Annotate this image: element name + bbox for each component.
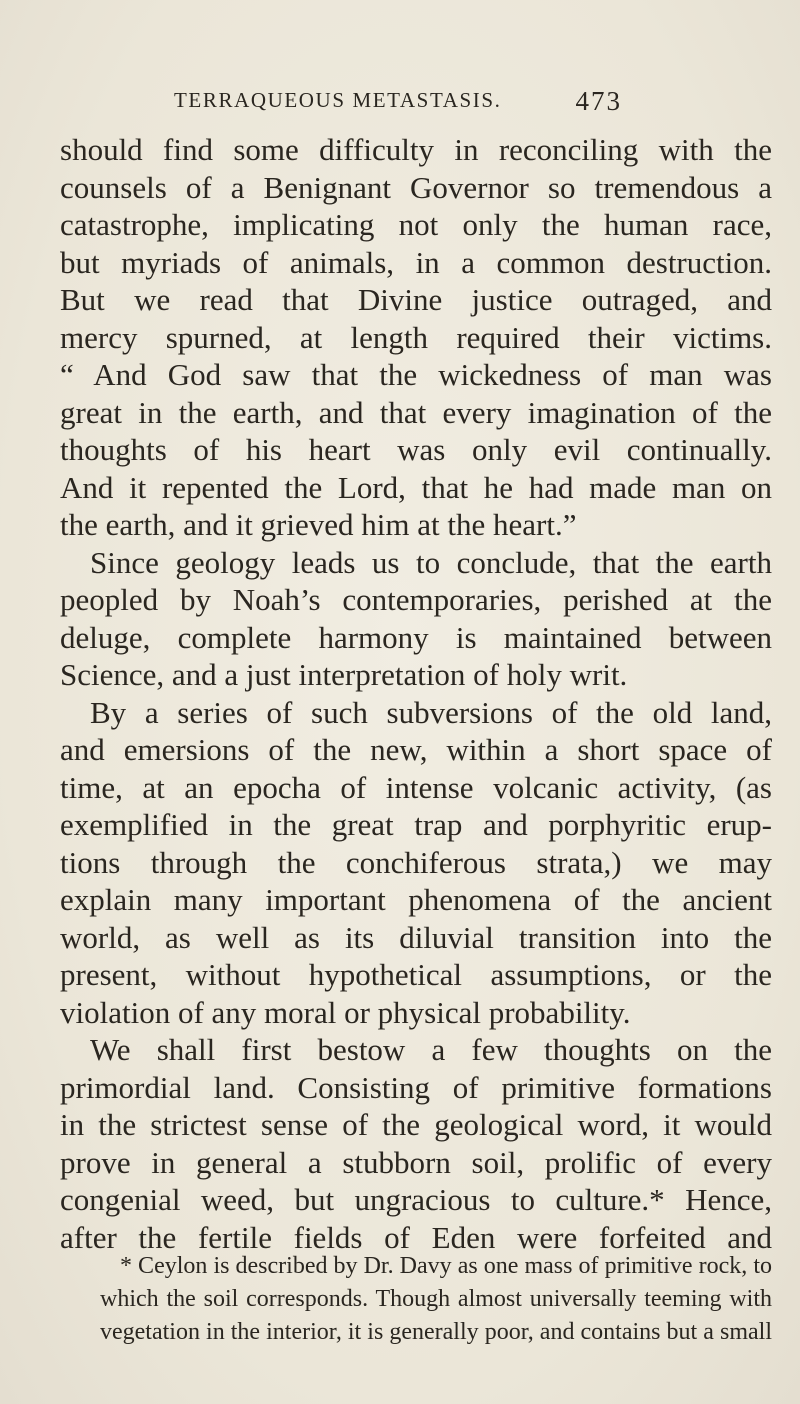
text-line: exemplified in the great trap and porphyritic erup-: [60, 807, 772, 842]
body-text: [60, 131, 772, 1256]
page-number: 473: [575, 86, 622, 116]
text-line: should find some difficulty in reconciling with the: [60, 132, 772, 167]
text-line: By a series of such subversions of the old land,: [90, 694, 772, 730]
text-line: tions through the conchiferous strata,) we may: [60, 844, 772, 880]
text-line: and emersions of the new, within a short space of: [60, 732, 772, 767]
text-line: deluge, complete harmony is maintained between: [60, 619, 772, 655]
footnote-line: * Ceylon is described by Dr. Davy as one mass of primitive rock, to: [120, 1253, 772, 1279]
text-line: after the fertile fields of Eden were forfeited and: [60, 1219, 772, 1255]
text-line: world, as well as its diluvial transition into the: [60, 919, 772, 955]
text-line: peopled by Noah’s contemporaries, perished at the: [60, 582, 772, 617]
text-line: present, without hypothetical assumptions, or the: [60, 957, 772, 992]
footnote: [60, 1250, 772, 1349]
text-line: catastrophe, implicating not only the human race,: [60, 207, 772, 242]
text-line: mercy spurned, at length required their victims.: [60, 319, 772, 355]
text-line: congenial weed, but ungracious to culture.* Hence,: [60, 1182, 772, 1217]
text-line: “ And God saw that the wickedness of man was: [60, 357, 772, 392]
text-line: Since geology leads us to conclude, that the earth: [90, 544, 772, 580]
footnote-line: vegetation in the interior, it is generally poor, and contains but a small: [100, 1319, 772, 1345]
text-line: prove in general a stubborn soil, prolific of every: [60, 1144, 772, 1180]
text-line: great in the earth, and that every imagination of the: [60, 394, 772, 430]
footnote-line: which the soil corresponds. Though almost universally teeming with: [100, 1286, 772, 1312]
text-line: explain many important phenomena of the ancient: [60, 882, 772, 917]
text-line: We shall first bestow a few thoughts on the: [90, 1032, 772, 1067]
running-title: TERRAQUEOUS METASTASIS.: [174, 88, 502, 112]
text-line: primordial land. Consisting of primitive formations: [60, 1069, 772, 1105]
text-line: thoughts of his heart was only evil continually.: [60, 432, 772, 467]
text-line: But we read that Divine justice outraged, and: [60, 282, 772, 317]
running-head: [174, 88, 622, 128]
text-line: but myriads of animals, in a common destruction.: [60, 244, 772, 280]
text-line: in the strictest sense of the geological word, it would: [60, 1107, 772, 1142]
text-line: Science, and a just interpretation of holy writ.: [60, 657, 628, 692]
text-line: violation of any moral or physical probability.: [60, 994, 631, 1030]
text-line: And it repented the Lord, that he had made man on: [60, 469, 772, 505]
text-line: the earth, and it grieved him at the heart.”: [60, 507, 577, 542]
text-line: time, at an epocha of intense volcanic activity, (as: [60, 769, 772, 805]
text-line: counsels of a Benignant Governor so tremendous a: [60, 169, 772, 205]
